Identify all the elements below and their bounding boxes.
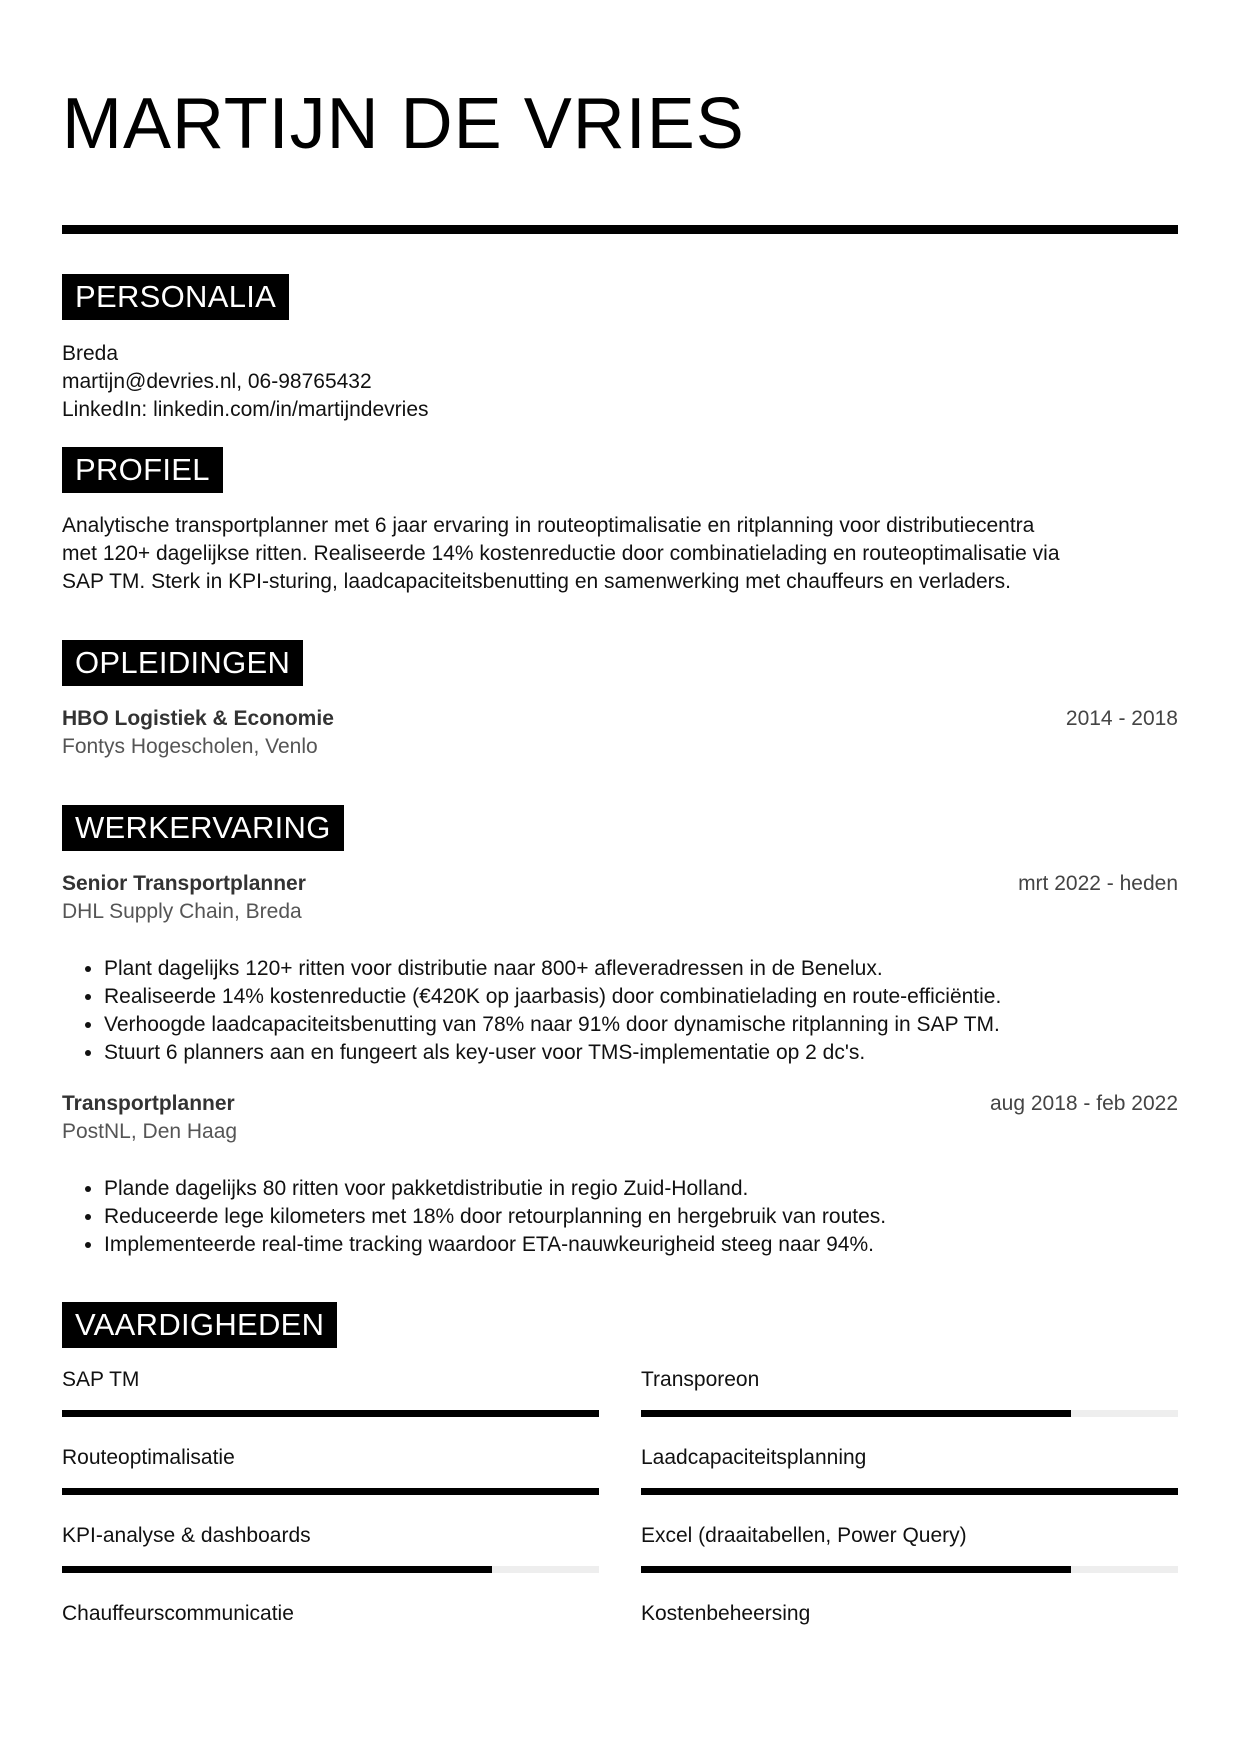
job-employer: PostNL, Den Haag bbox=[62, 1120, 238, 1143]
section-heading-werkervaring: WERKERVARING bbox=[62, 805, 344, 851]
skill-label: Routeoptimalisatie bbox=[62, 1446, 235, 1469]
skill-label: Excel (draaitabellen, Power Query) bbox=[641, 1524, 967, 1547]
personalia-linkedin: LinkedIn: linkedin.com/in/martijndevries bbox=[62, 398, 429, 421]
job-bullets bbox=[62, 1175, 1174, 1259]
header-divider bbox=[62, 225, 1178, 234]
job-bullet: • Realiseerde 14% kostenreductie (€420K op jaarbasis) door combinatielading en route-efficiëntie. bbox=[104, 983, 1174, 1011]
job-entry bbox=[62, 1090, 1178, 1118]
skill-label: KPI-analyse & dashboards bbox=[62, 1524, 311, 1547]
skill-bar bbox=[62, 1566, 599, 1573]
skill-bar-fill bbox=[641, 1566, 1071, 1573]
skill-bar bbox=[641, 1488, 1178, 1495]
personalia-city: Breda bbox=[62, 342, 119, 365]
personalia-contact: martijn@devries.nl, 06-98765432 bbox=[62, 370, 372, 393]
skill-item bbox=[62, 1522, 599, 1550]
profile-line: met 120+ dagelijkse ritten. Realiseerde 14% kostenreductie door combinatielading en routeoptimalisatie via bbox=[62, 542, 1060, 565]
education-title: HBO Logistiek & Economie bbox=[62, 707, 334, 730]
education-entry bbox=[62, 705, 1178, 733]
skill-label: Transporeon bbox=[641, 1368, 760, 1391]
job-bullet: • Stuurt 6 planners aan en fungeert als key-user voor TMS-implementatie op 2 dc's. bbox=[104, 1039, 1174, 1067]
skill-bar bbox=[62, 1488, 599, 1495]
profile-line: Analytische transportplanner met 6 jaar ervaring in routeoptimalisatie en ritplanning voor distributiecentra bbox=[62, 514, 1035, 537]
section-heading-vaardigheden: VAARDIGHEDEN bbox=[62, 1302, 337, 1348]
profile-line: SAP TM. Sterk in KPI-sturing, laadcapaciteitsbenutting en samenwerking met chauffeurs en verladers. bbox=[62, 570, 1011, 593]
skill-bar bbox=[641, 1566, 1178, 1573]
skill-bar-fill bbox=[62, 1410, 599, 1417]
skill-bar bbox=[641, 1410, 1178, 1417]
skill-label: Kostenbeheersing bbox=[641, 1602, 811, 1625]
job-title: Senior Transportplanner bbox=[62, 872, 306, 895]
skill-bar-fill bbox=[62, 1566, 492, 1573]
job-bullet: • Implementeerde real-time tracking waardoor ETA-nauwkeurigheid steeg naar 94%. bbox=[104, 1231, 1174, 1259]
skill-bar-fill bbox=[641, 1488, 1178, 1495]
job-bullet: • Plande dagelijks 80 ritten voor pakketdistributie in regio Zuid-Holland. bbox=[104, 1175, 1174, 1203]
skill-item bbox=[641, 1366, 1178, 1394]
education-institution: Fontys Hogescholen, Venlo bbox=[62, 735, 318, 758]
job-title: Transportplanner bbox=[62, 1092, 235, 1115]
job-date: aug 2018 - feb 2022 bbox=[990, 1092, 1178, 1115]
skill-item bbox=[641, 1522, 1178, 1550]
skill-item bbox=[62, 1366, 599, 1394]
job-bullets bbox=[62, 955, 1174, 1067]
skill-item bbox=[62, 1444, 599, 1472]
candidate-name: MARTIJN DE VRIES bbox=[62, 84, 745, 164]
skill-label: Laadcapaciteitsplanning bbox=[641, 1446, 867, 1469]
section-heading-personalia: PERSONALIA bbox=[62, 274, 289, 320]
job-bullet: • Verhoogde laadcapaciteitsbenutting van 78% naar 91% door dynamische ritplanning in SAP TM. bbox=[104, 1011, 1174, 1039]
skill-bar-fill bbox=[641, 1410, 1071, 1417]
job-bullet: • Reduceerde lege kilometers met 18% door retourplanning en hergebruik van routes. bbox=[104, 1203, 1174, 1231]
skill-item bbox=[62, 1600, 599, 1628]
skill-item bbox=[641, 1444, 1178, 1472]
job-entry bbox=[62, 870, 1178, 898]
section-heading-profiel: PROFIEL bbox=[62, 447, 223, 493]
job-employer: DHL Supply Chain, Breda bbox=[62, 900, 302, 923]
skill-item bbox=[641, 1600, 1178, 1628]
education-date: 2014 - 2018 bbox=[1065, 707, 1178, 730]
skill-label: SAP TM bbox=[62, 1368, 140, 1391]
skill-bar bbox=[62, 1410, 599, 1417]
skill-bar-fill bbox=[62, 1488, 599, 1495]
job-date: mrt 2022 - heden bbox=[1018, 872, 1178, 895]
section-heading-opleidingen: OPLEIDINGEN bbox=[62, 640, 303, 686]
skill-label: Chauffeurscommunicatie bbox=[62, 1602, 294, 1625]
job-bullet: • Plant dagelijks 120+ ritten voor distributie naar 800+ afleveradressen in de Benelux. bbox=[104, 955, 1174, 983]
